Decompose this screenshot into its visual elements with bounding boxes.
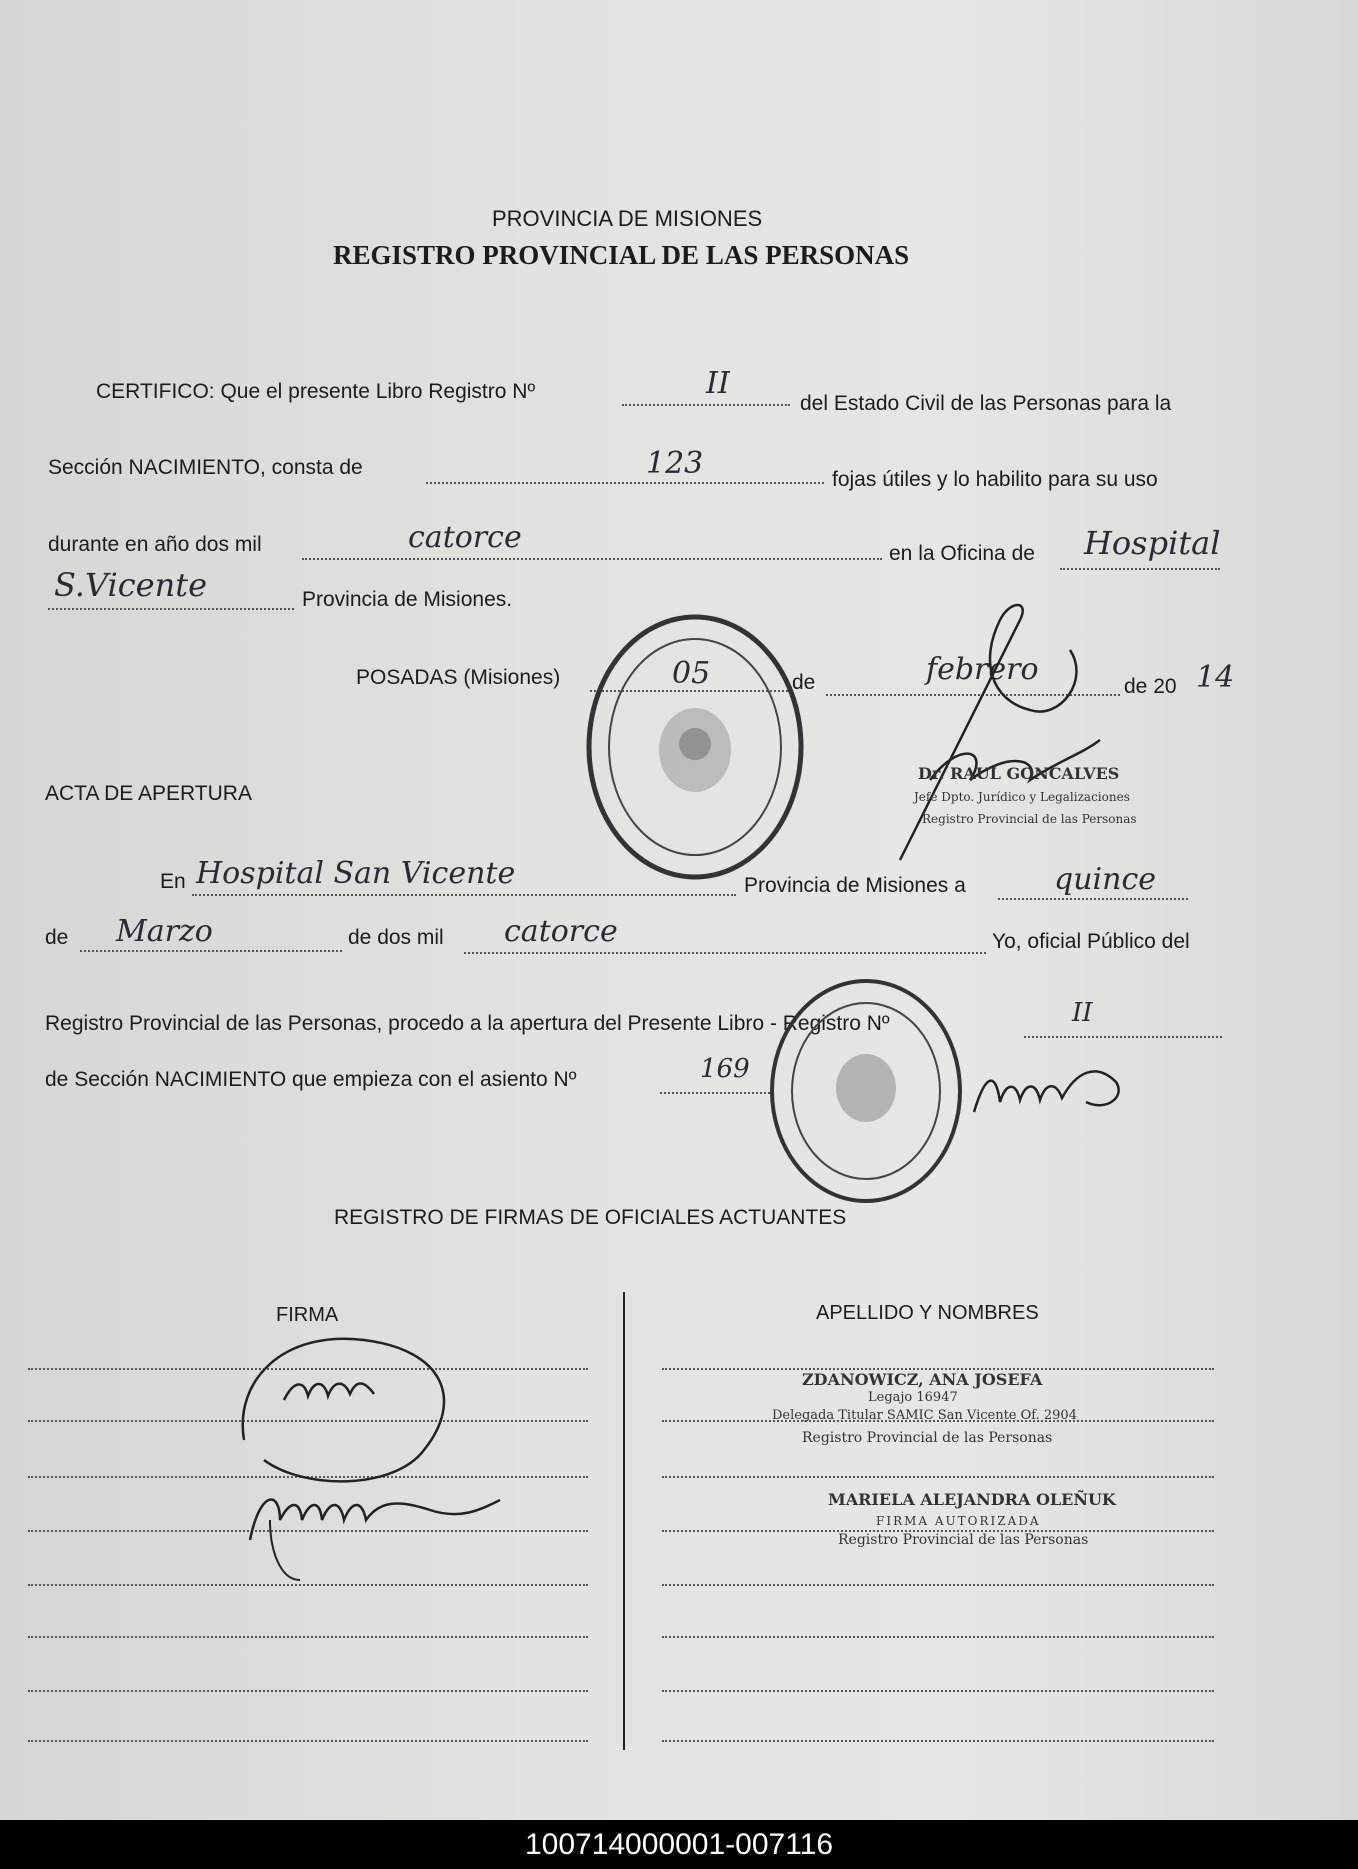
- nombre-line: [662, 1740, 1214, 1742]
- cert-office-blank: [1060, 568, 1220, 570]
- apertura-libro-blank: [1024, 1036, 1222, 1038]
- nombre-line: [662, 1476, 1214, 1478]
- cert-de: de: [792, 671, 816, 694]
- stamp-goncalves-name: Dr. RAUL GONCALVES: [918, 764, 1120, 783]
- cert-office-b: S.Vicente: [54, 566, 207, 604]
- stamp-zdanowicz-name: ZDANOWICZ, ANA JOSEFA: [802, 1370, 1043, 1389]
- cert-line3-end: en la Oficina de: [889, 542, 1035, 565]
- document-id-bar: [0, 1820, 1358, 1869]
- cert-year-blank: [302, 558, 882, 560]
- stamp-olenuk-name: MARIELA ALEJANDRA OLEÑUK: [828, 1490, 1116, 1509]
- page-title: REGISTRO PROVINCIAL DE LAS PERSONAS: [333, 240, 910, 270]
- stamp-goncalves-org: Registro Provincial de las Personas: [922, 812, 1137, 826]
- document-id: 100714000001-007116: [524, 1828, 834, 1861]
- province-heading: PROVINCIA DE MISIONES: [492, 206, 763, 231]
- apertura-day: quince: [1054, 862, 1156, 897]
- apertura-day-blank: [998, 898, 1188, 900]
- cert-year-suffix: 14: [1196, 660, 1235, 695]
- cert-line1-end: del Estado Civil de las Personas para la: [800, 392, 1172, 415]
- cert-year-words: catorce: [408, 520, 522, 555]
- cert-place: POSADAS (Misiones): [356, 666, 561, 689]
- cert-line1-text: CERTIFICO: Que el presente Libro Registro Nº: [96, 380, 536, 403]
- stamp-zdanowicz-role: Delegada Titular SAMIC San Vicente Of. 2904: [772, 1408, 1077, 1423]
- apertura-place: Hospital San Vicente: [196, 856, 516, 891]
- apertura-dos-mil: de dos mil: [348, 926, 444, 949]
- firmas-col-left: FIRMA: [276, 1304, 339, 1326]
- cert-year-prefix: de 20: [1124, 675, 1177, 698]
- nombre-line: [662, 1690, 1214, 1692]
- signature-zdanowicz-top: [966, 1052, 1136, 1132]
- cert-libro-value: II: [706, 366, 730, 401]
- cert-libro-blank: [622, 404, 790, 406]
- cert-office-blank-2: [48, 608, 294, 610]
- nombre-line: [662, 1584, 1214, 1586]
- cert-line2-text: Sección NACIMIENTO, consta de: [48, 456, 363, 479]
- seal-delegacion-hospital: [766, 976, 966, 1206]
- column-divider: [623, 1292, 625, 1750]
- stamp-zdanowicz-org: Registro Provincial de las Personas: [802, 1430, 1053, 1446]
- apertura-asiento: 169: [700, 1054, 750, 1084]
- apertura-line4: de Sección NACIMIENTO que empieza con el asiento Nº: [45, 1068, 577, 1091]
- apertura-yo: Yo, oficial Público del: [992, 930, 1190, 953]
- stamp-zdanowicz-legajo: Legajo 16947: [868, 1390, 958, 1405]
- apertura-heading: ACTA DE APERTURA: [45, 782, 252, 805]
- apertura-asiento-blank: [660, 1092, 770, 1094]
- apertura-place-blank: [192, 894, 736, 896]
- cert-month: febrero: [926, 652, 1039, 687]
- apertura-prov: Provincia de Misiones a: [744, 874, 966, 897]
- apertura-de: de: [45, 926, 69, 949]
- apertura-en: En: [160, 870, 186, 893]
- apertura-line3: Registro Provincial de las Personas, procedo a la apertura del Presente Libro - Registro Nº: [45, 1012, 890, 1035]
- apertura-year: catorce: [504, 914, 618, 949]
- cert-office-a: Hospital: [1084, 524, 1221, 562]
- signature-goncalves: [860, 580, 1140, 870]
- apertura-libro: II: [1072, 998, 1093, 1028]
- firma-line: [28, 1690, 588, 1692]
- stamp-goncalves-role: Jefe Dpto. Jurídico y Legalizaciones: [914, 790, 1130, 804]
- firma-line: [28, 1636, 588, 1638]
- cert-line3-text: durante en año dos mil: [48, 533, 262, 556]
- cert-line4-end: Provincia de Misiones.: [302, 588, 513, 611]
- signature-oleñuk: [240, 1480, 540, 1590]
- apertura-month-blank: [80, 950, 342, 952]
- seal-direccion-general: [580, 612, 810, 882]
- cert-day: 05: [672, 656, 711, 691]
- firmas-heading: REGISTRO DE FIRMAS DE OFICIALES ACTUANTES: [334, 1206, 847, 1229]
- stamp-olenuk-role: FIRMA AUTORIZADA: [876, 1514, 1041, 1528]
- firmas-col-right: APELLIDO Y NOMBRES: [816, 1302, 1039, 1324]
- firma-line: [28, 1740, 588, 1742]
- apertura-month: Marzo: [116, 914, 213, 949]
- cert-fojas-blank: [426, 482, 824, 484]
- nombre-line: [662, 1636, 1214, 1638]
- cert-fojas-value: 123: [646, 446, 704, 481]
- apertura-year-blank: [464, 952, 986, 954]
- stamp-olenuk-org: Registro Provincial de las Personas: [838, 1532, 1089, 1548]
- cert-line2-end: fojas útiles y lo habilito para su uso: [832, 468, 1158, 491]
